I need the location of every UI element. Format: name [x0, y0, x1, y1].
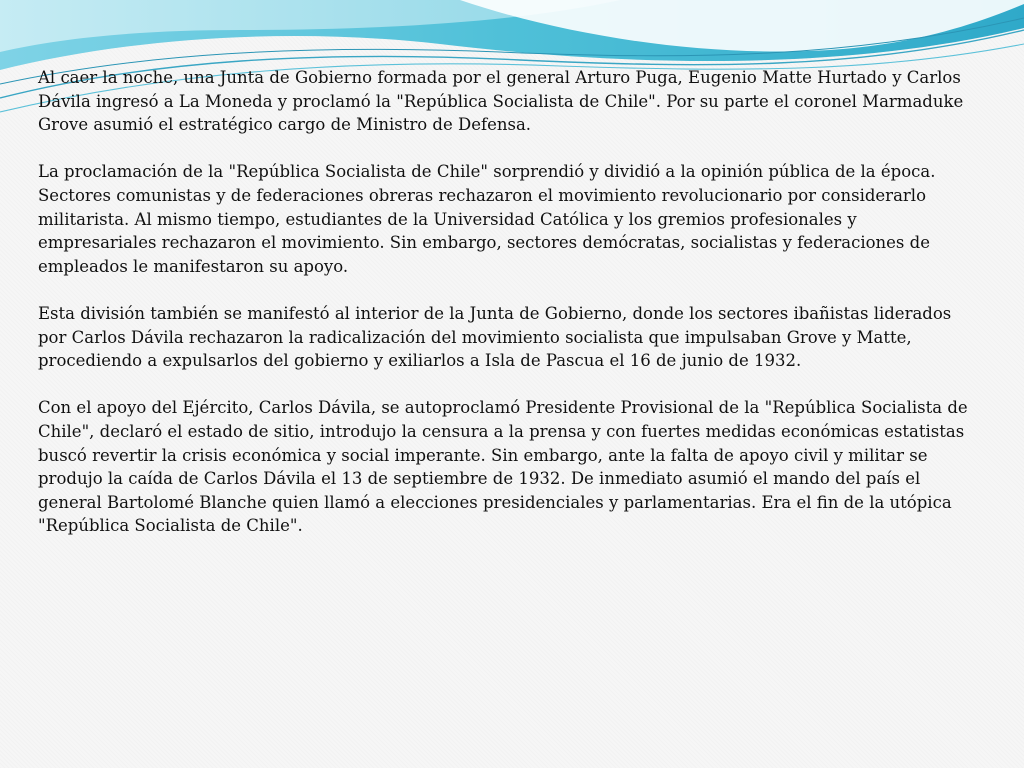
slide-body-text — [38, 66, 973, 561]
paragraph-4: Con el apoyo del Ejército, Carlos Dávila, se autoproclamó Presidente Provisional de la "República Socialista de Chile", declaró el estado de sitio, introdujo la censura a la prensa y con fuertes medidas económicas estatistas buscó revertir la crisis económica y social imperante. Sin embargo, ante la falta de apoyo civil y militar se produjo la caída de Carlos Dávila el 13 de septiembre de 1932. De inmediato asumió el mando del país el general Bartolomé Blanche quien llamó a elecciones presidenciales y parlamentarias. Era el fin de la utópica "República Socialista de Chile". — [38, 398, 968, 536]
paragraph-3: Esta división también se manifestó al interior de la Junta de Gobierno, donde los sectores ibañistas liderados por Carlos Dávila rechazaron la radicalización del movimiento socialista que impulsaban Grove y Matte, procediendo a expulsarlos del gobierno y exiliarlos a Isla de Pascua el 16 de junio de 1932. — [38, 303, 952, 371]
paragraph-2: La proclamación de la "República Socialista de Chile" sorprendió y dividió a la opinión pública de la época. Sectores comunistas y de federaciones obreras rechazaron el movimiento revolucionario por considerarlo militarista. Al mismo tiempo, estudiantes de la Universidad Católica y los gremios profesionales y empresariales rechazaron el movimiento. Sin embargo, sectores demócratas, socialistas y federaciones de empleados le manifestaron su apoyo. — [38, 162, 936, 276]
paragraph-1: Al caer la noche, una Junta de Gobierno formada por el general Arturo Puga, Eugenio Matte Hurtado y Carlos Dávila ingresó a La Moneda y proclamó la "República Socialista de Chile". Por su parte el coronel Marmaduke Grove asumió el estratégico cargo de Ministro de Defensa. — [38, 68, 964, 135]
